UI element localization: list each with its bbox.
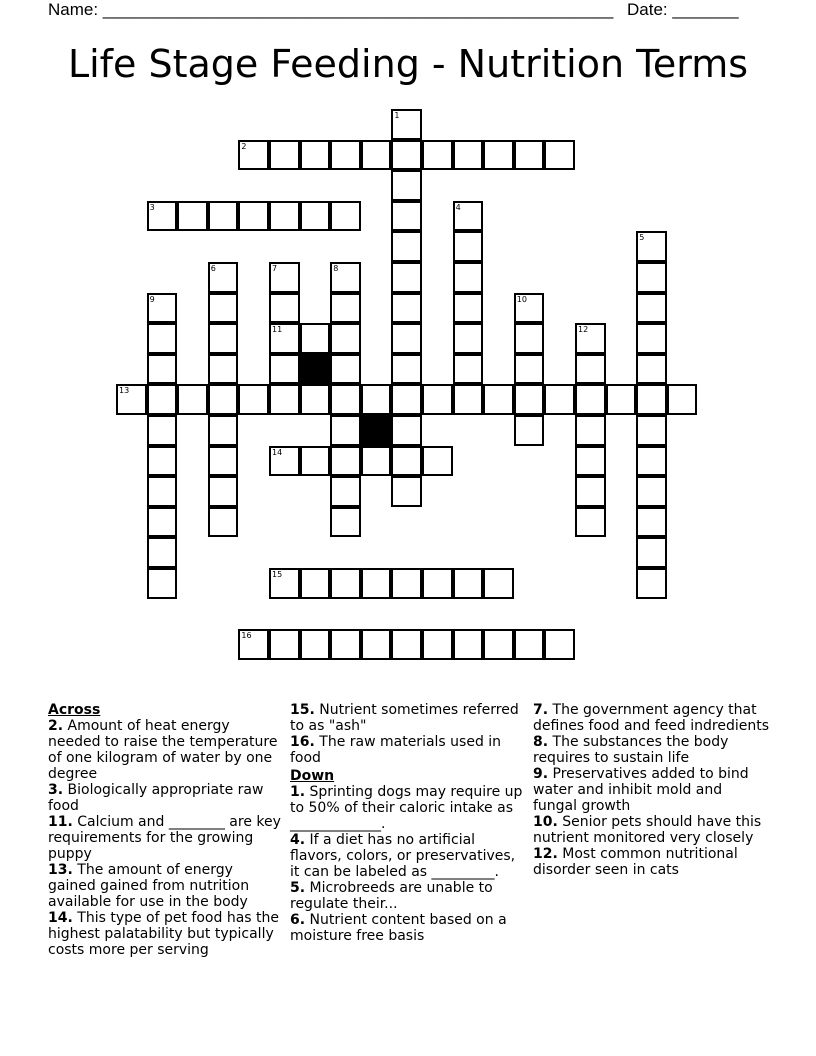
grid-cell[interactable] <box>636 354 667 385</box>
grid-cell[interactable] <box>391 629 422 660</box>
grid-cell[interactable] <box>238 201 269 232</box>
grid-cell[interactable] <box>300 201 331 232</box>
grid-cell[interactable] <box>361 384 392 415</box>
grid-cell[interactable] <box>575 415 606 446</box>
grid-cell[interactable] <box>330 507 361 538</box>
clue-text: The government agency that defines food and feed indredients <box>533 702 769 734</box>
grid-cell[interactable] <box>391 170 422 201</box>
clue-number: 2. <box>48 718 64 734</box>
grid-cell[interactable] <box>300 629 331 660</box>
grid-cell[interactable] <box>330 446 361 477</box>
grid-cell[interactable] <box>330 415 361 446</box>
grid-cell[interactable] <box>361 140 392 171</box>
grid-cell[interactable] <box>147 354 178 385</box>
grid-cell[interactable] <box>208 262 239 293</box>
clue-number: 5. <box>290 880 306 896</box>
grid-cell[interactable] <box>514 140 545 171</box>
grid-cell[interactable] <box>391 262 422 293</box>
clue-number: 9. <box>533 766 549 782</box>
grid-cell[interactable] <box>147 293 178 324</box>
grid-cell[interactable] <box>514 293 545 324</box>
clue-number: 11 <box>272 325 283 335</box>
clue-number: 15. <box>290 702 315 718</box>
grid-cell[interactable] <box>575 507 606 538</box>
grid-cell[interactable] <box>575 354 606 385</box>
grid-cell[interactable] <box>514 384 545 415</box>
grid-cell[interactable] <box>391 568 422 599</box>
grid-cell[interactable] <box>544 629 575 660</box>
clue-number: 3. <box>48 782 64 798</box>
grid-cell[interactable] <box>422 384 453 415</box>
grid-cell[interactable] <box>575 476 606 507</box>
page-title: Life Stage Feeding - Nutrition Terms <box>67 42 749 86</box>
grid-cell[interactable] <box>453 323 484 354</box>
clue-number: 8. <box>533 734 549 750</box>
clue-number: 6 <box>210 264 216 273</box>
clue-across <box>48 862 284 910</box>
grid-cell[interactable] <box>453 354 484 385</box>
clue-number: 6. <box>290 912 306 928</box>
clue-text: Most common nutritional disorder seen in cats <box>533 846 738 878</box>
clue-number: 1 <box>394 111 400 120</box>
clue-number: 14 <box>272 447 283 457</box>
grid-cell[interactable] <box>514 629 545 660</box>
grid-cell[interactable] <box>238 384 269 415</box>
clue-number: 13 <box>119 386 130 396</box>
grid-cell[interactable] <box>269 262 300 293</box>
grid-cell[interactable] <box>208 384 239 415</box>
grid-cell[interactable] <box>330 262 361 293</box>
grid-cell[interactable] <box>453 293 484 324</box>
grid-cell[interactable] <box>453 384 484 415</box>
clue-text: Senior pets should have this nutrient monitored very closely <box>533 814 762 846</box>
grid-cell[interactable] <box>208 507 239 538</box>
clue-across <box>48 814 284 862</box>
clue-text: The raw materials used in food <box>290 734 502 766</box>
clue-number: 4. <box>290 832 306 848</box>
grid-cell[interactable] <box>147 384 178 415</box>
grid-cell[interactable] <box>208 323 239 354</box>
grid-cell[interactable] <box>544 384 575 415</box>
grid-cell[interactable] <box>391 446 422 477</box>
clue-number: 5 <box>639 233 645 243</box>
grid-cell[interactable] <box>330 201 361 232</box>
grid-cell[interactable] <box>636 323 667 354</box>
grid-cell[interactable] <box>147 568 178 599</box>
grid-cell[interactable] <box>422 140 453 171</box>
clue-number: 4 <box>455 202 461 212</box>
black-square <box>361 415 392 446</box>
grid-cell[interactable] <box>391 140 422 171</box>
grid-cell[interactable] <box>575 446 606 477</box>
grid-cell[interactable] <box>269 293 300 324</box>
grid-cell[interactable] <box>544 140 575 171</box>
grid-cell[interactable] <box>514 415 545 446</box>
grid-cell[interactable] <box>330 140 361 171</box>
grid-cell[interactable] <box>391 476 422 507</box>
clue-text: Nutrient content based on a moisture free basis <box>290 912 507 944</box>
grid-cell[interactable] <box>636 537 667 568</box>
grid-cell[interactable] <box>116 384 147 415</box>
clue-down <box>290 784 526 832</box>
grid-cell[interactable] <box>391 354 422 385</box>
clue-text: Amount of heat energy needed to raise the temperature of one kilogram of water by one degree <box>48 718 278 782</box>
grid-cell[interactable] <box>391 384 422 415</box>
grid-cell[interactable] <box>300 140 331 171</box>
grid-cell[interactable] <box>453 262 484 293</box>
grid-cell[interactable] <box>147 446 178 477</box>
grid-cell[interactable] <box>575 384 606 415</box>
grid-cell[interactable] <box>238 629 269 660</box>
clue-across <box>48 718 284 782</box>
grid-cell[interactable] <box>391 293 422 324</box>
grid-cell[interactable] <box>483 140 514 171</box>
grid-cell[interactable] <box>177 201 208 232</box>
grid-cell[interactable] <box>391 201 422 232</box>
grid-cell[interactable] <box>391 323 422 354</box>
grid-cell[interactable] <box>514 323 545 354</box>
grid-cell[interactable] <box>269 140 300 171</box>
grid-cell[interactable] <box>330 293 361 324</box>
grid-cell[interactable] <box>636 262 667 293</box>
grid-cell[interactable] <box>269 323 300 354</box>
grid-cell[interactable] <box>208 446 239 477</box>
grid-cell[interactable] <box>361 568 392 599</box>
grid-cell[interactable] <box>147 201 178 232</box>
clue-text: Microbreeds are unable to regulate their... <box>290 880 493 912</box>
grid-cell[interactable] <box>269 384 300 415</box>
grid-cell[interactable] <box>208 354 239 385</box>
clue-text: Nutrient sometimes referred to as "ash" <box>290 702 519 734</box>
grid-cell[interactable] <box>300 568 331 599</box>
grid-cell[interactable] <box>147 323 178 354</box>
clue-number: 12 <box>578 325 589 335</box>
grid-cell[interactable] <box>636 507 667 538</box>
clue-across <box>48 910 284 958</box>
clue-number: 12. <box>533 846 558 862</box>
clue-number: 16 <box>241 631 252 641</box>
clue-text: If a diet has no artificial flavors, colors, or preservatives, it can be labeled as _________. <box>290 832 516 880</box>
grid-cell[interactable] <box>483 384 514 415</box>
grid-cell[interactable] <box>208 476 239 507</box>
grid-cell[interactable] <box>391 415 422 446</box>
grid-cell[interactable] <box>453 629 484 660</box>
grid-cell[interactable] <box>422 629 453 660</box>
clue-number: 10. <box>533 814 558 830</box>
grid-cell[interactable] <box>361 629 392 660</box>
clue-number: 13. <box>48 862 73 878</box>
clue-text: Calcium and ________ are key requirements for the growing puppy <box>48 814 281 862</box>
clue-down <box>533 814 769 846</box>
grid-cell[interactable] <box>330 323 361 354</box>
grid-cell[interactable] <box>269 446 300 477</box>
clue-across <box>48 782 284 814</box>
grid-cell[interactable] <box>330 629 361 660</box>
grid-cell[interactable] <box>453 231 484 262</box>
clues-column-1 <box>48 702 284 958</box>
grid-cell[interactable] <box>208 293 239 324</box>
clue-number: 3 <box>149 202 155 212</box>
grid-cell[interactable] <box>208 415 239 446</box>
clue-number: 14. <box>48 910 73 926</box>
clue-number: 9 <box>149 294 155 304</box>
grid-cell[interactable] <box>636 568 667 599</box>
clue-number: 8 <box>333 264 339 273</box>
clue-number: 10 <box>516 294 527 304</box>
grid-cell[interactable] <box>147 537 178 568</box>
across-heading: Across <box>48 702 101 718</box>
clue-down <box>533 702 769 734</box>
clue-down <box>290 880 526 912</box>
grid-cell[interactable] <box>667 384 698 415</box>
grid-cell[interactable] <box>330 384 361 415</box>
clue-down <box>290 912 526 944</box>
grid-cell[interactable] <box>361 446 392 477</box>
black-square <box>300 354 331 385</box>
grid-cell[interactable] <box>391 231 422 262</box>
grid-cell[interactable] <box>238 140 269 171</box>
grid-cell[interactable] <box>453 568 484 599</box>
grid-cell[interactable] <box>330 476 361 507</box>
grid-cell[interactable] <box>208 201 239 232</box>
grid-cell[interactable] <box>269 629 300 660</box>
grid-cell[interactable] <box>300 446 331 477</box>
grid-cell[interactable] <box>636 446 667 477</box>
clue-number: 7 <box>272 264 278 273</box>
grid-cell[interactable] <box>147 507 178 538</box>
clue-number: 7. <box>533 702 549 718</box>
clue-number: 11. <box>48 814 73 830</box>
name-field[interactable]: Name: ______________________________________________________ <box>48 0 614 19</box>
grid-cell[interactable] <box>483 568 514 599</box>
grid-cell[interactable] <box>269 568 300 599</box>
clue-number: 16. <box>290 734 315 750</box>
grid-cell[interactable] <box>514 354 545 385</box>
grid-cell[interactable] <box>636 231 667 262</box>
grid-cell[interactable] <box>453 140 484 171</box>
clue-text: Biologically appropriate raw food <box>48 782 264 814</box>
clue-text: Preservatives added to bind water and inhibit mold and fungal growth <box>533 766 749 814</box>
grid-cell[interactable] <box>636 415 667 446</box>
clue-down <box>533 734 769 766</box>
grid-cell[interactable] <box>330 354 361 385</box>
clue-text: This type of pet food has the highest palatability but typically costs more per serving <box>48 910 280 958</box>
grid-cell[interactable] <box>177 384 208 415</box>
grid-cell[interactable] <box>422 446 453 477</box>
grid-cell[interactable] <box>453 201 484 232</box>
clue-number: 1. <box>290 784 306 800</box>
clue-down <box>533 846 769 878</box>
grid-cell[interactable] <box>269 354 300 385</box>
grid-cell[interactable] <box>300 323 331 354</box>
clue-text: The substances the body requires to sustain life <box>533 734 729 766</box>
grid-cell[interactable] <box>330 568 361 599</box>
grid-cell[interactable] <box>636 293 667 324</box>
grid-cell[interactable] <box>391 109 422 140</box>
down-heading: Down <box>290 768 335 784</box>
grid-cell[interactable] <box>636 476 667 507</box>
grid-cell[interactable] <box>636 384 667 415</box>
clue-number: 15 <box>272 570 283 579</box>
grid-cell[interactable] <box>575 323 606 354</box>
clue-text: The amount of energy gained gained from nutrition available for use in the body <box>48 862 250 910</box>
grid-cell[interactable] <box>147 476 178 507</box>
grid-cell[interactable] <box>147 415 178 446</box>
grid-cell[interactable] <box>422 568 453 599</box>
clues-column-3 <box>533 702 769 878</box>
clue-down <box>290 832 526 880</box>
clue-across <box>290 734 526 766</box>
clue-text: Sprinting dogs may require up to 50% of their caloric intake as _____________. <box>290 784 523 832</box>
grid-cell[interactable] <box>483 629 514 660</box>
grid-cell[interactable] <box>269 201 300 232</box>
clue-across <box>290 702 526 734</box>
clue-down <box>533 766 769 814</box>
clues-column-2 <box>290 702 526 944</box>
clue-number: 2 <box>241 141 247 151</box>
date-field[interactable]: Date: _______ <box>627 0 739 19</box>
grid-cell[interactable] <box>300 384 331 415</box>
grid-cell[interactable] <box>606 384 637 415</box>
